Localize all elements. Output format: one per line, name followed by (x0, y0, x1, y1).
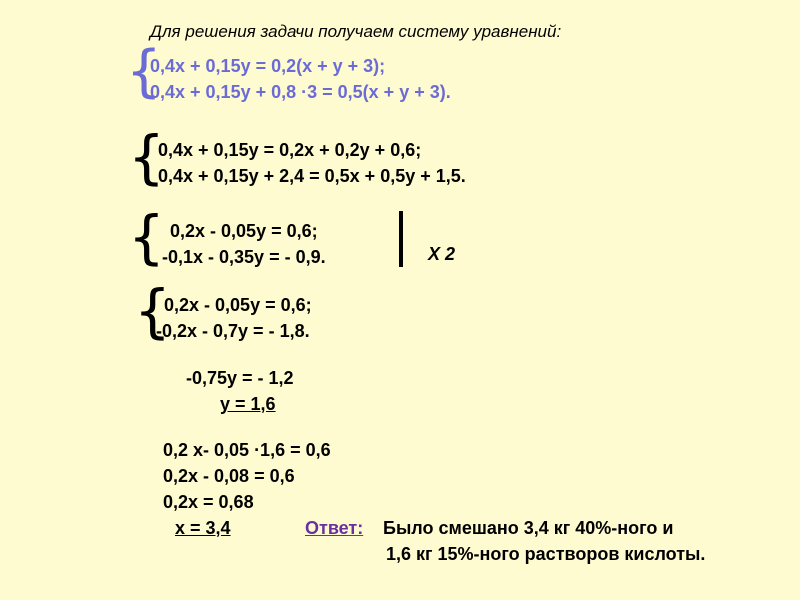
system3-brace: { (128, 203, 165, 271)
multiplier-bar (399, 211, 403, 267)
step-x-3: 0,2x = 0,68 (163, 492, 254, 512)
system2-eq1: 0,4x + 0,15y = 0,2x + 0,2y + 0,6; (158, 140, 422, 160)
step-y-result: y = 1,6 (220, 394, 276, 414)
step-y-1: -0,75y = - 1,2 (186, 368, 294, 388)
system4-eq2: -0,2x - 0,7y = - 1,8. (156, 321, 310, 341)
system1-eq1: 0,4x + 0,15y = 0,2(x + y + 3); (150, 56, 386, 76)
system2-brace: { (128, 123, 165, 191)
multiplier-label: X 2 (428, 244, 456, 264)
answer-line2: 1,6 кг 15%-ного растворов кислоты. (386, 544, 706, 564)
answer-label: Ответ: (305, 518, 364, 538)
system1-brace: { (126, 39, 162, 104)
system2-eq2: 0,4x + 0,15y + 2,4 = 0,5x + 0,5y + 1,5. (158, 166, 466, 186)
step-x-1: 0,2 x- 0,05 ·1,6 = 0,6 (163, 440, 331, 460)
answer-line1: Было смешано 3,4 кг 40%-ного и (383, 518, 674, 538)
system4-eq1: 0,2x - 0,05y = 0,6; (164, 295, 312, 315)
system1-eq2: 0,4x + 0,15y + 0,8 ·3 = 0,5(x + y + 3). (150, 82, 451, 102)
system3-eq1: 0,2x - 0,05y = 0,6; (170, 221, 318, 241)
system3-eq2: -0,1x - 0,35y = - 0,9. (162, 247, 326, 267)
step-x-2: 0,2x - 0,08 = 0,6 (163, 466, 295, 486)
system4-brace: { (134, 277, 171, 345)
step-x-result: x = 3,4 (175, 518, 231, 538)
intro-text: Для решения задачи получаем систему уравнений: (150, 22, 562, 41)
